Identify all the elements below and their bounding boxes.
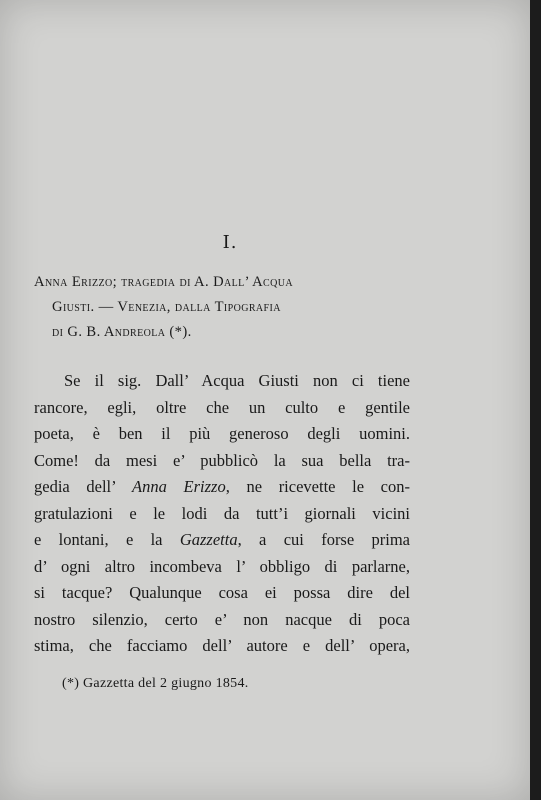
text-line: Se il sig. Dall’ Acqua Giusti non ci tiene: [64, 371, 410, 390]
text-line: Come! da mesi e’ pubblicò la sua bella tra-: [34, 450, 410, 470]
text-line: poeta, è ben il più generoso degli uomini.: [34, 424, 410, 443]
footnote: (*) Gazzetta del 2 giugno 1854.: [62, 676, 249, 691]
text-fragment: , a cui forse prima: [237, 530, 410, 549]
heading-line-1: Anna Erizzo; tragedia di A. Dall’ Acqua: [34, 274, 293, 290]
text-line: [34, 474, 410, 501]
text-line: [34, 527, 410, 554]
text-line: gratulazioni e le lodi da tutt’i giornali vicini: [34, 503, 410, 523]
heading-line-3: di G. B. Andreola (*).: [52, 324, 192, 340]
section-numeral: I.: [222, 232, 238, 253]
text-fragment: e lontani, e la: [34, 530, 180, 549]
page-edge: [530, 0, 541, 800]
text-line: stima, che facciamo dell’ autore e dell’ opera,: [34, 636, 410, 655]
text-line: rancore, egli, oltre che un culto e gentile: [34, 397, 410, 417]
text-fragment: gedia dell’: [34, 477, 133, 496]
text-line: d’ ogni altro incombeva l’ obbligo di parlarne,: [34, 556, 410, 576]
text-line: si tacque? Qualunque cosa ei possa dire del: [34, 583, 410, 602]
italic-title: Anna Erizzo: [132, 477, 226, 496]
text-fragment: , ne ricevette le con-: [225, 477, 410, 496]
text-line: nostro silenzio, certo e’ non nacque di poca: [34, 609, 410, 629]
italic-title: Gazzetta: [179, 530, 238, 549]
body-paragraph: [34, 368, 410, 660]
chapter-heading: [34, 270, 424, 345]
heading-line-2: Giusti. — Venezia, dalla Tipografia: [52, 299, 281, 315]
